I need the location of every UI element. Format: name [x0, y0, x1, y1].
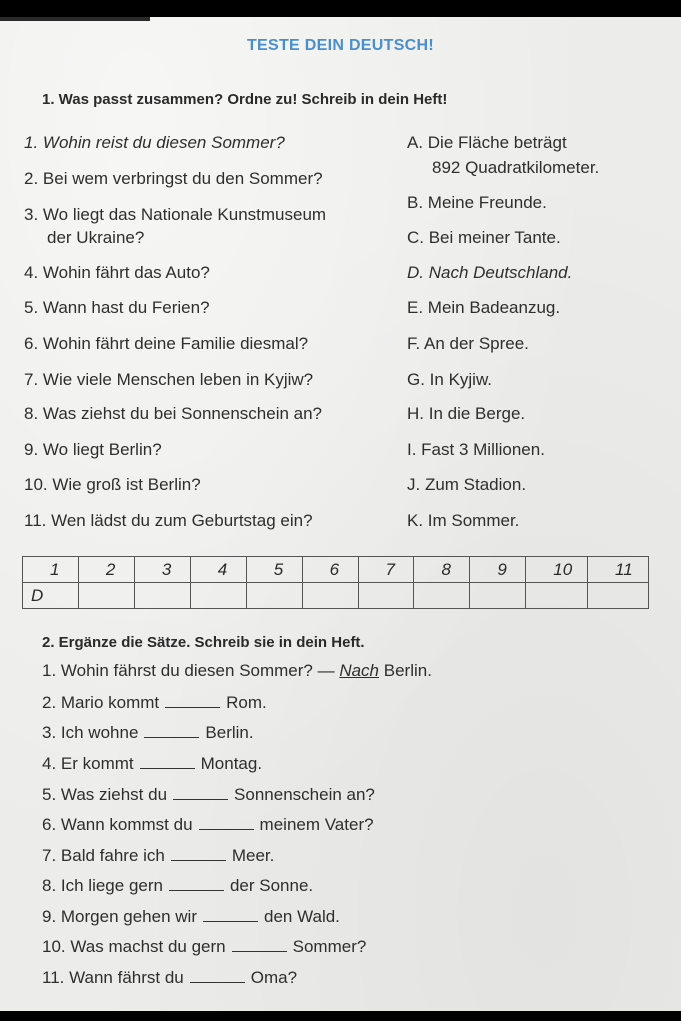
sentence-8 [42, 875, 313, 896]
sentence-1 [42, 661, 432, 681]
sentence-3 [42, 722, 254, 743]
question-9: 9. Wo liegt Berlin? [24, 440, 162, 459]
grid-header-cell: 5 [246, 557, 302, 583]
grid-header-cell: 9 [470, 557, 526, 583]
answer-e: E. Mein Badeanzug. [407, 298, 561, 317]
answer-d: D. Nach Deutschland. [407, 263, 573, 282]
grid-header-cell: 7 [358, 557, 414, 583]
sentence-7 [42, 845, 274, 866]
sentence-end: Oma? [250, 968, 298, 987]
sentence-text: 1. Wohin fährst du diesen Sommer? — [42, 661, 340, 680]
grid-header-cell: 4 [190, 557, 246, 583]
task2-heading: 2. Ergänze die Sätze. Schreib sie in dein Heft. [42, 634, 365, 651]
answer-k: K. Im Sommer. [407, 511, 520, 530]
answer-b: B. Meine Freunde. [407, 193, 547, 212]
grid-header-cell: 2 [78, 557, 134, 583]
sentence-end: der Sonne. [229, 876, 314, 895]
sentence-2 [42, 692, 267, 713]
blank-line [169, 875, 224, 891]
sentence-6 [42, 814, 374, 835]
question-8: 8. Was ziehst du bei Sonnenschein an? [24, 404, 323, 423]
blank-line [140, 753, 195, 769]
grid-answer-cell [526, 583, 588, 609]
answer-grid-row [23, 583, 649, 609]
page-title: TESTE DEIN DEUTSCH! [246, 37, 435, 54]
answer-grid [22, 556, 649, 609]
blank-line [171, 845, 226, 861]
answer-c: C. Bei meiner Tante. [407, 228, 561, 247]
grid-header-cell: 11 [588, 557, 649, 583]
answer-j: J. Zum Stadion. [407, 475, 527, 494]
grid-answer-cell [78, 583, 134, 609]
sentence-start: 6. Wann kommst du [42, 815, 193, 834]
blank-line [199, 814, 254, 830]
answer-h: H. In die Berge. [407, 404, 526, 423]
grid-header-cell: 6 [302, 557, 358, 583]
question-4: 4. Wohin fährt das Auto? [24, 263, 210, 282]
sentence-end: Berlin. [205, 723, 254, 742]
question-7: 7. Wie viele Menschen leben in Kyjiw? [24, 370, 314, 389]
sentence-11 [42, 967, 297, 988]
sentence-start: 4. Er kommt [42, 754, 134, 773]
blank-line [190, 967, 245, 983]
sentence-end: Sommer? [292, 937, 367, 956]
grid-header-cell: 3 [134, 557, 190, 583]
answer-g: G. In Kyjiw. [407, 370, 493, 389]
sentence-5 [42, 784, 375, 805]
answer-a-cont: 892 Quadratkilometer. [432, 158, 600, 177]
sentence-10 [42, 936, 366, 957]
grid-header-cell: 8 [414, 557, 470, 583]
sentence-4 [42, 753, 262, 774]
question-3-cont: der Ukraine? [47, 228, 145, 247]
blank-line [165, 692, 220, 708]
task1-heading: 1. Was passt zusammen? Ordne zu! Schreib in dein Heft! [42, 91, 448, 108]
blank-line [144, 722, 199, 738]
grid-answer-cell [414, 583, 470, 609]
grid-answer-cell [134, 583, 190, 609]
sentence-9 [42, 906, 340, 927]
question-3: 3. Wo liegt das Nationale Kunstmuseum [24, 205, 327, 224]
grid-header-cell: 10 [526, 557, 588, 583]
sentence-end: Rom. [226, 693, 267, 712]
blank-line [203, 906, 258, 922]
answer-f: F. An der Spree. [407, 334, 529, 353]
blank-line [173, 784, 228, 800]
sentence-start: 3. Ich wohne [42, 723, 139, 742]
sentence-start: 8. Ich liege gern [42, 876, 163, 895]
question-2: 2. Bei wem verbringst du den Sommer? [24, 169, 323, 188]
sentence-end: Montag. [200, 754, 263, 773]
sentence-start: 9. Morgen gehen wir [42, 907, 197, 926]
question-10: 10. Wie groß ist Berlin? [24, 475, 201, 494]
page-edge-shadow [0, 17, 150, 21]
grid-answer-cell [190, 583, 246, 609]
sentence-start: 7. Bald fahre ich [42, 846, 165, 865]
sentence-end: Meer. [231, 846, 275, 865]
grid-answer-cell: D [23, 583, 79, 609]
grid-answer-cell [302, 583, 358, 609]
answer-i: I. Fast 3 Millionen. [407, 440, 545, 459]
sentence-end: meinem Vater? [259, 815, 374, 834]
sentence-text: Berlin. [379, 661, 432, 680]
answer-a: A. Die Fläche beträgt [407, 133, 567, 152]
grid-answer-cell [358, 583, 414, 609]
sentence-start: 2. Mario kommt [42, 693, 160, 712]
question-5: 5. Wann hast du Ferien? [24, 298, 210, 317]
question-11: 11. Wen lädst du zum Geburtstag ein? [24, 511, 313, 530]
grid-header-cell: 1 [23, 557, 79, 583]
blank-line [232, 936, 287, 952]
sentence-start: 5. Was ziehst du [42, 785, 168, 804]
sentence-end: Sonnenschein an? [234, 785, 375, 804]
grid-answer-cell [246, 583, 302, 609]
grid-answer-cell [588, 583, 649, 609]
question-1: 1. Wohin reist du diesen Sommer? [24, 133, 285, 152]
sentence-start: 10. Was machst du gern [42, 937, 226, 956]
grid-answer-cell [470, 583, 526, 609]
answer-grid-header [23, 557, 649, 583]
example-fill: Nach [339, 661, 380, 680]
question-6: 6. Wohin fährt deine Familie diesmal? [24, 334, 309, 353]
sentence-end: den Wald. [263, 907, 340, 926]
sentence-start: 11. Wann fährst du [42, 968, 184, 987]
